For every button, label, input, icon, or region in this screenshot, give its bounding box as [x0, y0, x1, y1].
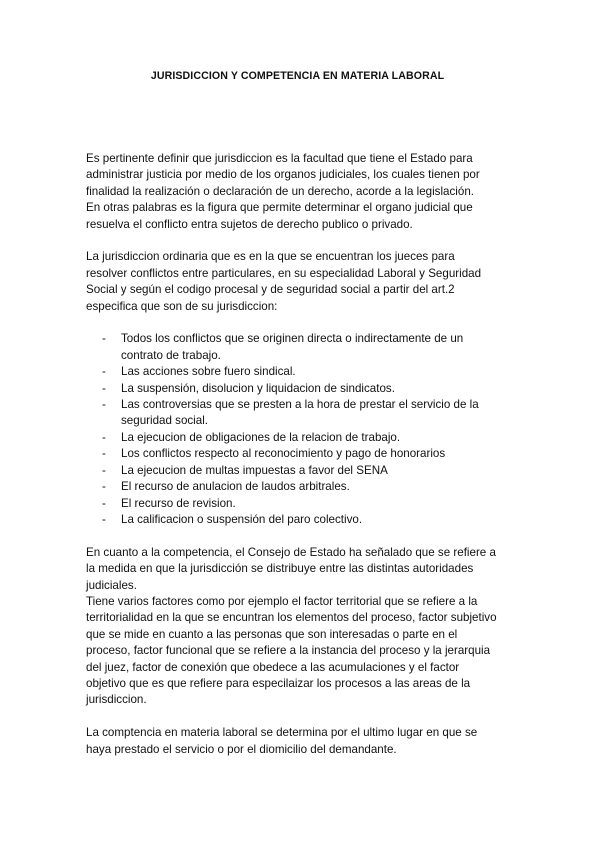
- text-line: seguridad social.: [121, 414, 209, 428]
- text-line: contrato de trabajo.: [121, 348, 221, 362]
- bullet-dash: -: [102, 381, 106, 395]
- text-line: Todos los conflictos que se originen directa o indirectamente de un: [121, 332, 464, 346]
- text-line: administrar justicia por medio de los organos judiciales, los cuales tienen por: [86, 168, 480, 182]
- text-line: que se mide en cuanto a las personas que son interesadas o parte en el: [86, 627, 458, 641]
- bullet-dash: -: [102, 430, 106, 444]
- text-line: Las acciones sobre fuero sindical.: [121, 365, 296, 379]
- list-item: [86, 397, 526, 430]
- text-line: El recurso de anulacion de laudos arbitrales.: [121, 480, 350, 494]
- list-item: [86, 446, 526, 462]
- bullet-dash: -: [102, 480, 106, 494]
- document-body: [86, 151, 526, 758]
- intro-paragraph: [86, 151, 526, 233]
- text-line: La ejecucion de multas impuestas a favor del SENA: [121, 463, 388, 477]
- text-line: jurisdiccion.: [86, 693, 147, 707]
- text-line: judiciales.: [86, 578, 137, 592]
- jurisdiction-list: [86, 331, 526, 528]
- text-line: La comptencia en materia laboral se determina por el ultimo lugar en que se: [86, 726, 478, 740]
- bullet-dash: -: [102, 447, 106, 461]
- text-line: En cuanto a la competencia, el Consejo de Estado ha señalado que se refiere a: [86, 545, 496, 559]
- text-line: especifica que son de su jurisdiccion:: [86, 299, 278, 313]
- text-line: Las controversias que se presten a la hora de prestar el servicio de la: [121, 398, 479, 412]
- jurisdiction-paragraph: [86, 249, 526, 315]
- list-item: [86, 496, 526, 512]
- text-line: La jurisdiccion ordinaria que es en la que se encuentran los jueces para: [86, 250, 455, 264]
- text-line: En otras palabras es la figura que permite determinar el organo judicial que: [86, 201, 473, 215]
- text-line: la medida en que la jurisdicción se distribuye entre las distintas autoridades: [86, 562, 474, 576]
- bullet-dash: -: [102, 496, 106, 510]
- text-line: El recurso de revision.: [121, 496, 236, 510]
- text-line: objetivo que es que refiere para especilaizar los procesos a las areas de la: [86, 676, 471, 690]
- text-line: haya prestado el servicio o por el diomicilio del demandante.: [86, 742, 397, 756]
- text-line: finalidad la realización o declaración de un derecho, acorde a la legislación.: [86, 184, 474, 198]
- text-line: La ejecucion de obligaciones de la relacion de trabajo.: [121, 430, 401, 444]
- text-line: resolver conflictos entre particulares, en su especialidad Laboral y Seguridad: [86, 266, 482, 280]
- list-item: [86, 331, 526, 364]
- list-item: [86, 479, 526, 495]
- text-line: Es pertinente definir que jurisdiccion es la facultad que tiene el Estado para: [86, 152, 473, 165]
- text-line: La calificacion o suspensión del paro colectivo.: [121, 512, 363, 526]
- text-line: Social y según el codigo procesal y de seguridad social a partir del art.2: [86, 283, 455, 297]
- text-line: proceso, factor funcional que se refiere a la instancia del proceso y la jerarquia: [86, 644, 491, 658]
- competence-paragraph: [86, 545, 526, 594]
- list-item: [86, 364, 526, 380]
- bullet-dash: -: [102, 512, 106, 526]
- list-item: [86, 381, 526, 397]
- factors-paragraph: [86, 594, 526, 709]
- bullet-dash: -: [102, 398, 106, 412]
- text-line: La suspensión, disolucion y liquidacion de sindicatos.: [121, 381, 395, 395]
- list-item: [86, 512, 526, 528]
- document-title: JURISDICCION Y COMPETENCIA EN MATERIA LABORAL: [150, 70, 445, 82]
- list-item: [86, 463, 526, 479]
- bullet-dash: -: [102, 365, 106, 379]
- bullet-dash: -: [102, 463, 106, 477]
- list-item: [86, 430, 526, 446]
- text-line: resuelva el conflicto entra sujetos de derecho publico o privado.: [86, 217, 413, 231]
- text-line: Los conflictos respecto al reconocimiento y pago de honorarios: [121, 447, 446, 461]
- text-line: Tiene varios factores como por ejemplo el factor territorial que se refiere a la: [86, 594, 478, 608]
- bullet-dash: -: [102, 332, 106, 346]
- text-line: territorialidad en la que se encuntran los elementos del proceso, factor subjetivo: [86, 611, 497, 625]
- labor-competence-paragraph: [86, 725, 526, 758]
- text-line: del juez, factor de conexión que obedece a las acumulaciones y el factor: [86, 660, 460, 674]
